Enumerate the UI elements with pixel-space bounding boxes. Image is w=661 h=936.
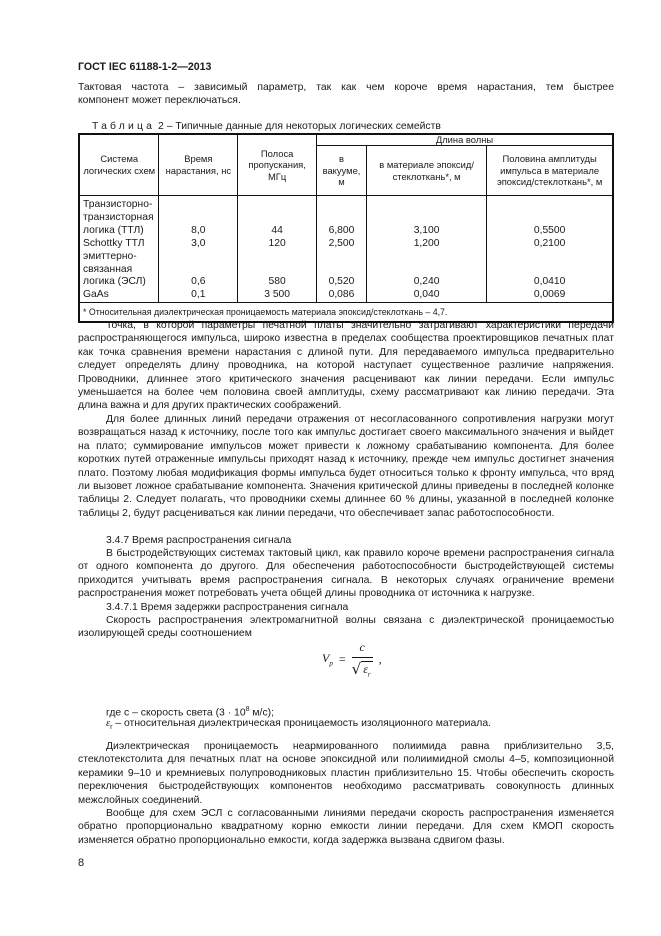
header-half-amplitude: Половина амплитуды импульса в материале эпоксид/стеклоткань*, м [487,146,613,196]
table-footnote: * Относительная диэлектрическая проницаемость материала эпоксид/стеклоткань – 4,7. [79,303,613,322]
document-header: ГОСТ IEC 61188-1-2—2013 [78,61,212,73]
header-wavelength: Длина волны [317,134,613,146]
section-heading: 3.4.7 Время распространения сигнала [106,535,292,546]
logic-families-table [78,133,614,323]
paragraph: Для более длинных линий передачи отражения от несогласованного сопротивления нагрузки могут возвращаться назад к источнику, после того как импульс достигает своего максимального значения и выйдет на плато; суммирование импульсов может привести к ложному срабатыванию компонента. Для более коротких путей отраженные импульсы приходят назад к источнику, прежде чем импульс достигнет значения плато. Поэтому любая модификация формы импульса будет относиться только к фронту импульса, что вряд ли вызовет ложное срабатывание компонента. Значения критической длины приведены в последней колонке таблицы 2. Следует полагать, что проводники схемы длиннее 60 % длины, указанной в последней колонке таблицы 2, будут расцениваться как линии передачи, что обеспечивает запас работоспособности. [78,414,614,519]
table-row: Транзисторно-транзисторная логика (ТТЛ) 8,0 44 6,800 3,100 0,5500 [79,196,613,238]
section-heading: 3.4.7.1 Время задержки распространения сигнала [106,602,349,613]
intro-line: компонент может переключаться. [78,95,241,107]
where-line-c: где c – скорость света ($3 \cdot 10^8$ м/с); [106,706,274,719]
paragraph: Скорость распространения электромагнитной волны связана с диэлектрической проницаемостью изолирующей среды соотношением [78,615,614,640]
table-row: GaAs 0,1 3 500 0,086 0,040 0,0069 [79,289,613,302]
table-caption: Таблица 2 – Типичные данные для некоторых логических семейств [92,121,441,132]
header-epoxy: в материале эпоксид/стеклоткань*, м [366,146,486,196]
paragraph: В быстродействующих системах тактовый цикл, как правило короче времени распространения сигнала от одного компонента до другого. Для обеспечения работоспособности быстродействующей системы приходится учитывать время распространения сигнала. В некоторых случаях ограничение времени распространения может потребовать учета общей длины проводника от источника к нагрузке. [78,548,614,600]
paragraph: Точка, в которой параметры печатной платы значительно затрагивают характеристики передачи распространяющегося импульса, широко известна в пределах сообщества проектировщиков печатных плат как точка сравнения времени нарастания с длиной пути. Для передаваемого импульса предварительно следует определять длину проводника, на которой наступает существенное различие напряжения. Проводники, длиннее этого критического значения расценивают как линии передачи. Если импульс уменьшается на более чем половина своей амплитуды, схему рассматривают как линию передачи. Эта длина важна и для других практических соображений. [78,320,614,412]
intro-paragraph [78,81,614,108]
intro-line: Тактовая частота – зависимый параметр, так как чем короче время нарастания, тем быстрее [78,82,614,93]
paragraph: Диэлектрическая проницаемость неармированного полиимида равна приблизительно 3,5, стеклотекстолита для печатных плат на основе эпоксидной или полиимидной смолы 4–5, композиционной керамики 9–10 и кремниевых полупроводниковых пластин приблизительно 15. Чтобы обеспечить скорость переключения быстродействующих компонентов необходимо рассматривать совокупность длинных межслойных соединений. [78,741,614,806]
page-number: 8 [78,857,85,869]
header-vacuum: в вакууме, м [317,146,367,196]
header-bandwidth: Полоса пропускания, МГц [238,134,317,196]
sqrt-icon: √ [351,660,362,678]
header-system: Система логических схем [79,134,159,196]
header-rise-time: Время нарастания, нс [159,134,238,196]
table-row: Schottky ТТЛ 3,0 120 2,500 1,200 0,2100 [79,238,613,251]
where-line-epsilon: $\varepsilon_r$ – относительная диэлектрическая проницаемость изоляционного материала. [106,718,491,732]
table-row: эмиттерно-связанная логика (ЭСЛ) 0,6 580 0,520 0,240 0,0410 [79,251,613,290]
paragraph: Вообще для схем ЭСЛ с согласованными линиями передачи скорость распространения изменяется обратно пропорционально квадратному корню емкости линии передачи. Для схем КМОП скорость изменяется обратно пропорционально емкости, когда задержка вызвана сдвигом фазы. [78,808,614,846]
velocity-formula: $V_p$ = c √ $\varepsilon_r$ , [322,640,382,678]
